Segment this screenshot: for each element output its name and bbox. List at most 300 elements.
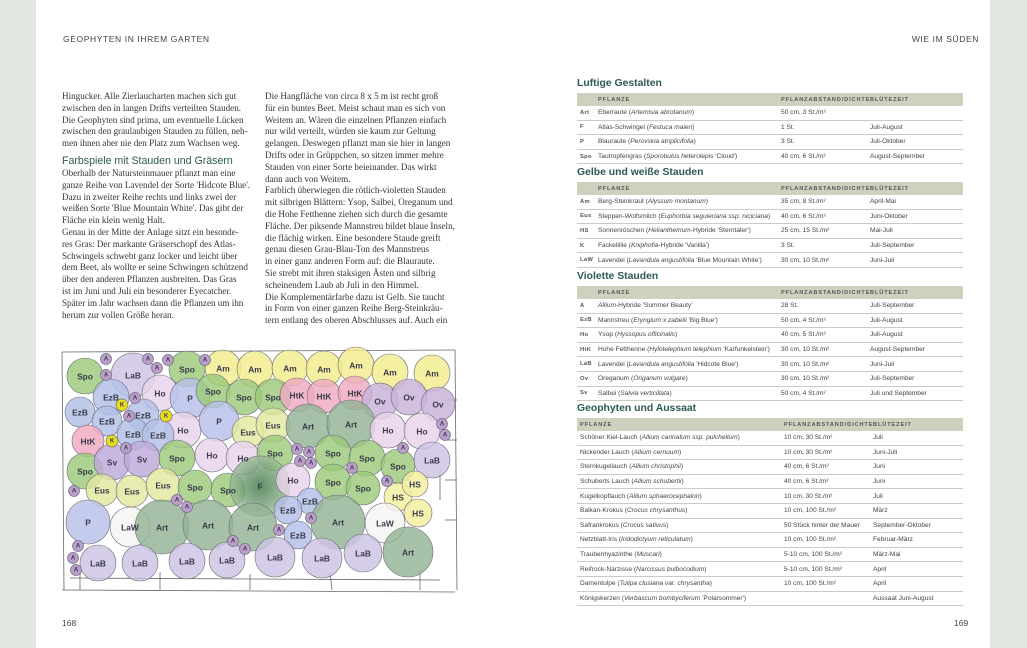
header-bloom: BLÜTEZEIT: [870, 289, 909, 296]
plant-botanical-name: Kniphofia: [630, 242, 659, 250]
bloom-time: Juni-Oktober: [870, 212, 908, 220]
plant-cultivar: ): [669, 389, 672, 397]
page-edge-right: [990, 0, 1027, 648]
bloom-time: August-September: [870, 153, 925, 161]
plant-cultivar: 'Polarsommer'): [700, 594, 747, 602]
plant-name: [598, 375, 781, 382]
bloom-time: Juni: [873, 463, 886, 471]
table-row: [577, 387, 963, 402]
plant-sporobolus-label: Spo: [325, 477, 341, 488]
plant-name: [577, 551, 784, 558]
text-line: Weitem an. Wären die einzelnen Pflanzen einfach: [265, 114, 447, 125]
plant-code: Spo: [580, 153, 592, 160]
text-line: scheinendem Laub ab Juli in den Himmel.: [265, 279, 419, 290]
plant-common-name: Damentulpe (: [580, 580, 620, 588]
plant-helianthemum-label: HS: [392, 492, 404, 503]
plant-botanical-name: Allium sphaerocephalon: [629, 492, 700, 500]
plant-common-name: Schöner Kiel-Lauch (: [580, 434, 642, 442]
plant-name: [598, 302, 781, 309]
plant-distance: 40 cm, 5 St./m²: [781, 331, 826, 339]
bloom-time: Juli-August: [870, 331, 903, 339]
plant-code: EzB: [580, 317, 592, 324]
table-row: [577, 299, 963, 314]
plant-oregano-label: Ov: [432, 399, 444, 410]
plant-code: HS: [580, 227, 589, 234]
plant-name: [598, 346, 781, 353]
plant-allium-label: A: [73, 567, 79, 574]
plant-euphorbia-label: Eus: [94, 485, 110, 496]
plant-sedum-label: HtK: [316, 391, 332, 402]
bloom-time: April-Mai: [870, 198, 897, 206]
page-edge-left: [0, 0, 36, 648]
plant-distance: 50 cm, 4 St./m²: [781, 316, 826, 324]
plant-sporobolus-label: Spo: [77, 371, 93, 382]
plant-code: Am: [580, 198, 590, 205]
plant-distance: 10 cm, 30 St./m²: [784, 448, 833, 456]
text-line: Fläche. Der piksende Mannstreu bildet blaue Inseln,: [265, 220, 455, 231]
plant-distance: 1 St.: [781, 123, 795, 131]
bloom-time: März-Mai: [873, 551, 901, 559]
plant-sedum-label: HtK: [80, 436, 96, 447]
plant-name: [577, 463, 784, 470]
plant-eryngium-label: EzB: [302, 496, 318, 507]
plant-common-name: Nickender Lauch (: [580, 448, 634, 456]
plant-common-name: Hohe Fetthenne (: [598, 346, 650, 354]
plant-sporobolus-label: Spo: [390, 461, 406, 472]
plant-cultivar: ): [666, 521, 669, 529]
text-line: Genau in der Mitte der Anlage sitzt ein besonde-: [62, 226, 239, 237]
plant-artemisia-label: Art: [331, 517, 345, 528]
plant-botanical-name: Perovskia atriplicifolia: [630, 138, 694, 146]
plant-euphorbia-label: Eus: [124, 486, 140, 497]
plant-alyssum-label: Am: [383, 367, 397, 378]
plant-distance: 40 cm, 6 St./m²: [784, 463, 829, 471]
plant-allium-label: A: [132, 395, 138, 402]
plant-allium-label: A: [202, 357, 208, 364]
text-line: Sie strebt mit ihren staksigen Ästen und silbrig: [265, 267, 436, 278]
text-line: für ein buntes Beet. Meist schaut man es sich von: [265, 102, 446, 113]
plant-festuca-label: F: [257, 481, 263, 492]
plant-cultivar: ): [704, 565, 707, 573]
plant-code: Sv: [580, 390, 588, 397]
plant-helianthemum-label: HS: [412, 508, 424, 519]
plant-botanical-name: Salvia verticillata: [620, 389, 670, 397]
text-line: über den anderen Pflanzen ausbreiten. Das Gras: [62, 274, 237, 285]
plant-kniphofia-label: K: [163, 413, 169, 420]
bloom-time: Juli: [873, 492, 883, 500]
plant-common-name: Steppen-Wolfsmilch (: [598, 212, 661, 220]
plant-botanical-name: Lavandula angustifolia: [628, 360, 695, 368]
plant-distance: 50 Stück hinter der Mauer: [784, 521, 860, 529]
plant-perovskia-label: P: [216, 416, 222, 427]
text-line: Die Komplementärfarbe dazu ist Gelb. Sie taucht: [265, 291, 445, 302]
plant-distance: 5-10 cm, 100 St./m²: [784, 565, 842, 573]
plant-botanical-name: Crocus chrysanthus: [626, 507, 686, 515]
table-title: Gelbe und weiße Stauden: [577, 167, 704, 178]
plant-sporobolus-label: Spo: [355, 483, 371, 494]
plant-cultivar: ): [767, 212, 771, 220]
plant-hyssop-label: Ho: [237, 453, 249, 464]
table-row: [577, 328, 963, 343]
plant-botanical-name: Origanum vulgare: [633, 375, 686, 383]
plant-common-name: Lavendel (: [598, 256, 629, 264]
plant-hyssop-label: Ho: [287, 475, 299, 486]
text-line: weißen Sorte 'Blue Mountain White'. Das gibt der: [62, 203, 244, 214]
plant-cultivar: 'Blue Mountain White'): [694, 256, 762, 264]
table-row: [577, 357, 963, 372]
plant-name: [577, 566, 784, 573]
plant-botanical-name: Artemisia abrotanum: [631, 109, 692, 117]
plant-botanical-name: Allium schubertii: [633, 478, 682, 486]
plant-cultivar: -Hybride 'Summer Beauty': [615, 302, 693, 310]
table-row: [577, 504, 963, 519]
plant-sporobolus-label: Spo: [267, 448, 283, 459]
table-row: [577, 135, 963, 150]
plant-name: [598, 257, 781, 264]
plant-eryngium-label: EzB: [103, 392, 119, 403]
plant-code: LaW: [580, 257, 594, 264]
plant-cultivar: ): [674, 331, 678, 339]
plant-botanical-name: Sporobulus heterolepis: [646, 153, 714, 161]
text-column-2: [265, 91, 455, 327]
plant-hyssop-label: Ho: [206, 450, 218, 461]
plant-allium-label: A: [71, 488, 77, 495]
text-line: Fläche ein klein wenig Halt.: [62, 215, 165, 226]
plant-botanical-name: Festuca maieri: [648, 123, 693, 131]
plant-eryngium-label: EzB: [280, 505, 296, 516]
plant-botanical-name: Allium: [598, 302, 616, 310]
plant-table: [577, 167, 963, 268]
plant-cultivar: ): [685, 375, 688, 383]
plant-common-name: Fackellilie (: [598, 242, 631, 250]
section-heading: Farbspiele mit Stauden und Gräsern: [62, 154, 233, 167]
page-number-right: 169: [954, 618, 969, 628]
plant-botanical-name: Hylotelephium telephium: [649, 346, 722, 354]
table-row: [577, 577, 963, 592]
text-line: ganze Reihe von Lavendel der Sorte 'Hidcote Blue'.: [62, 179, 251, 190]
table-row: [577, 150, 963, 165]
table-row: [577, 224, 963, 239]
plant-botanical-name: Hyssopus officinalis: [617, 331, 675, 339]
plant-name: [598, 213, 781, 220]
header-bloom: BLÜTEZEIT: [873, 421, 912, 428]
plant-common-name: Schuberts Lauch (: [580, 478, 634, 486]
wall-sketch-line: [70, 578, 440, 580]
text-line: men ihnen aber nie den Platz zum Wachsen weg.: [62, 138, 240, 149]
plant-name: [598, 361, 781, 368]
plant-sporobolus-label: Spo: [205, 386, 221, 397]
plant-allium-label: A: [145, 356, 151, 363]
bloom-time: September-Oktober: [873, 521, 931, 529]
plant-lavender-blue-label: LaB: [355, 548, 371, 559]
plant-distance: 25 cm, 15 St./m²: [781, 227, 830, 235]
plant-common-name: Salbei (: [598, 389, 621, 397]
plant-allium-label: A: [384, 478, 390, 485]
text-line: Drifts oder in Grüppchen, so sitzen immer mehre: [265, 149, 444, 160]
plant-allium-label: A: [306, 449, 312, 456]
plant-cultivar: ): [690, 536, 693, 544]
plant-cultivar: ): [692, 123, 695, 131]
table-row: [577, 592, 963, 607]
table-row: [577, 489, 963, 504]
plant-lavender-white-label: LaW: [121, 522, 139, 533]
plant-allium-label: A: [165, 357, 171, 364]
plant-sporobolus-label: Spo: [265, 392, 281, 403]
plant-cultivar: ): [699, 492, 702, 500]
bloom-time: Juni-Juli: [873, 448, 898, 456]
plant-cultivar: 'Hidcote Blue'): [694, 360, 739, 368]
plant-name: [577, 449, 784, 456]
plant-table: [577, 271, 963, 401]
header-plant: PFLANZE: [580, 421, 613, 428]
plant-code: Art: [580, 109, 590, 116]
header-plant: PFLANZE: [598, 185, 631, 192]
plant-name: [598, 124, 781, 131]
plant-cultivar: ): [685, 507, 688, 515]
text-line: die Hohe Fetthenne ziehen sich durch die gesamte: [265, 208, 448, 219]
plant-name: [577, 493, 784, 500]
plant-distance: 3 St.: [781, 138, 795, 146]
plant-cultivar: ): [705, 198, 708, 206]
plant-allium-label: A: [297, 458, 303, 465]
plant-kniphofia-label: K: [119, 402, 125, 409]
plant-distance: 5-10 cm, 100 St./m²: [784, 551, 842, 559]
plant-allium-label: A: [103, 372, 109, 379]
bloom-time: Juli und September: [870, 389, 927, 397]
plant-euphorbia-label: Eus: [155, 480, 171, 491]
table-row: [577, 562, 963, 577]
plant-perovskia-label: P: [85, 517, 91, 528]
plant-code: Ov: [580, 375, 589, 382]
table-row: [577, 210, 963, 225]
header-bloom: BLÜTEZEIT: [870, 185, 909, 192]
plant-cultivar: 'Big Blue'): [686, 316, 718, 324]
text-line: Stauden von einer Sorte beieinander. Das wirkt: [265, 161, 437, 172]
plant-allium-label: A: [349, 465, 355, 472]
text-column-1: [62, 91, 252, 321]
plant-name: [598, 109, 781, 116]
plant-allium-label: A: [230, 538, 236, 545]
plant-distance: 10 cm, 30 St./m²: [784, 434, 833, 442]
plant-distance: 40 cm, 6 St./m²: [781, 153, 826, 161]
plant-name: [577, 434, 784, 441]
plant-eryngium-label: EzB: [125, 429, 141, 440]
plant-table: [577, 78, 963, 164]
text-line: in Form von einer ganzen Reihe Berg-Steinkräu-: [265, 303, 443, 314]
plant-code: Eus: [580, 213, 592, 220]
plant-common-name: Tautropfengras (: [598, 153, 647, 161]
text-line: res Gras: Der markante Gräserschopf des Atlas-: [62, 238, 236, 249]
plant-sedum-label: HtK: [289, 390, 305, 401]
plant-hyssop-label: Ho: [382, 425, 394, 436]
plant-distance: 3 St.: [781, 242, 795, 250]
text-line: Dazu in zweiter Reihe rechts und links zwei der: [62, 191, 237, 202]
plant-name: [598, 331, 781, 338]
plant-artemisia-label: Art: [301, 421, 315, 432]
text-line: tern entlang des oberen Abschlusses auf. Auch ein: [265, 315, 448, 326]
text-line: nur wild verteilt, würden sie kaum zur Geltung: [265, 126, 436, 137]
plant-distance: 35 cm, 8 St./m²: [781, 198, 826, 206]
plant-distance: 40 cm, 6 St./m²: [784, 478, 829, 486]
plant-name: [577, 536, 784, 543]
running-header-left: GEOPHYTEN IN IHREM GARTEN: [63, 34, 210, 44]
plant-oregano-label: Ov: [403, 392, 415, 403]
text-line: Die Geophyten sind prima, um eventuelle Lücken: [62, 114, 244, 125]
plant-distance: 10 cm, 100 St./m²: [784, 536, 837, 544]
bloom-time: Mai-Juli: [870, 227, 893, 235]
plant-sedum-label: HtK: [347, 388, 363, 399]
header-distance: PFLANZABSTAND/DICHTE: [781, 289, 871, 296]
plant-botanical-name: Allium carinatum ssp. pulchellum: [641, 434, 738, 442]
plant-distance: 10 cm, 30 St./m²: [784, 492, 833, 500]
plant-allium-label: A: [75, 543, 81, 550]
plant-botanical-name: Allium christophii: [631, 463, 681, 471]
plant-cultivar: ): [680, 463, 684, 471]
text-line: mit silbrigen Blättern: Ysop, Salbei, Oreganum und: [265, 197, 453, 208]
plant-allium-label: A: [184, 504, 190, 511]
plant-allium-label: A: [123, 445, 129, 452]
plant-artemisia-label: Art: [201, 520, 215, 531]
bloom-time: Juli-August: [870, 316, 903, 324]
plant-eryngium-label: EzB: [135, 410, 151, 421]
wall-sketch-line: [455, 350, 457, 590]
table-row: [577, 548, 963, 563]
plant-alyssum-label: Am: [283, 363, 297, 374]
plant-lavender-white-label: LaW: [376, 518, 394, 529]
plant-distance: 10 cm, 100 St./m²: [784, 507, 837, 515]
plant-distance: 30 cm, 10 St./m²: [781, 346, 830, 354]
header-distance: PFLANZABSTAND/DICHTE: [781, 185, 871, 192]
plant-perovskia-label: P: [187, 393, 193, 404]
plant-alyssum-label: Am: [349, 360, 363, 371]
plant-common-name: Oreganum (: [598, 375, 634, 383]
plant-hyssop-label: Ho: [177, 425, 189, 436]
plant-eryngium-label: EzB: [72, 407, 88, 418]
plant-name: [598, 227, 781, 234]
plant-allium-label: A: [174, 497, 180, 504]
table-row: [577, 239, 963, 254]
plant-common-name: Sonnenröschen (: [598, 227, 649, 235]
table-header: [577, 182, 963, 195]
plant-cultivar: 'Cloud'): [713, 153, 738, 161]
text-line: Die Hangfläche von circa 8 x 5 m ist recht groß: [265, 91, 439, 101]
plant-common-name: Safrankrokus (: [580, 521, 623, 529]
table-title: Geophyten und Aussaat: [577, 403, 697, 414]
table-title: Luftige Gestalten: [577, 78, 662, 89]
table-row: [577, 121, 963, 136]
table-row: [577, 533, 963, 548]
plant-distance: 28 St.: [781, 302, 799, 310]
text-line: die flächig wirken. Eine besondere Staude greift: [265, 232, 441, 243]
plant-alyssum-label: Am: [425, 368, 439, 379]
plant-common-name: Balkan-Krokus (: [580, 507, 627, 515]
plant-hyssop-label: Ho: [416, 426, 428, 437]
text-line: Farblich überwiegen die rötlich-violetten Stauden: [265, 185, 446, 196]
running-header-right: WIE IM SÜDEN: [911, 34, 979, 44]
plant-name: [598, 317, 781, 324]
plant-eryngium-label: EzB: [290, 530, 306, 541]
text-line: dann auch von Weitem.: [265, 173, 351, 184]
plant-common-name: Sternkugellauch (: [580, 463, 632, 471]
plant-lavender-blue-label: LaB: [90, 558, 106, 569]
plant-botanical-name: Tulipa clusiana var. chrysantha: [619, 580, 710, 588]
table-row: [577, 475, 963, 490]
plant-distance: 30 cm, 10 St./m²: [781, 360, 830, 368]
plant-name: [598, 242, 781, 249]
page-number-left: 168: [62, 618, 77, 628]
plant-eryngium-label: EzB: [99, 416, 115, 427]
plant-common-name: Mannstreu (: [598, 316, 634, 324]
table-row: [577, 460, 963, 475]
plant-name: [598, 198, 781, 205]
table-row: [577, 431, 963, 446]
bloom-time: Juli-September: [870, 375, 915, 383]
plant-common-name: Lavendel (: [598, 360, 629, 368]
text-line: Schwingels schwebt ganz locker und leicht über: [62, 250, 238, 261]
text-line: zwischen den graulaubigen Stauden zu füllen, neh-: [62, 126, 248, 137]
header-plant: PFLANZE: [598, 96, 631, 103]
plant-name: [598, 138, 781, 145]
plant-code: A: [580, 302, 585, 309]
plant-common-name: Königskerzen (: [580, 594, 624, 602]
bloom-time: Februar-März: [873, 536, 913, 544]
table-row: [577, 372, 963, 387]
plant-eryngium-label: EzB: [150, 430, 166, 441]
plant-code: Ho: [580, 331, 589, 338]
plant-cultivar: ): [737, 434, 740, 442]
plant-name: [577, 580, 784, 587]
plant-code: K: [580, 242, 585, 249]
plant-allium-label: A: [294, 446, 300, 453]
plant-name: [577, 595, 784, 602]
plant-euphorbia-label: Eus: [265, 420, 281, 431]
plant-botanical-name: Euphorbia seguieriana ssp. niciciana: [660, 212, 768, 220]
plant-alyssum-label: Am: [248, 364, 262, 375]
table-row: [577, 253, 963, 268]
text-line: herum zur vollen Größe heran.: [62, 309, 174, 320]
plant-kniphofia-label: K: [109, 438, 115, 445]
table-row: [577, 446, 963, 461]
plant-lavender-blue-label: LaB: [424, 455, 440, 466]
plant-cultivar: ): [709, 580, 712, 588]
plant-botanical-name: Alyssum montanum: [647, 198, 706, 206]
plant-code: LaB: [580, 361, 592, 368]
plant-sporobolus-label: Spo: [325, 448, 341, 459]
plant-lavender-blue-label: LaB: [179, 556, 195, 567]
plant-allium-label: A: [308, 460, 314, 467]
plant-name: [577, 522, 784, 529]
plant-hyssop-label: Ho: [154, 388, 166, 399]
table-title: Violette Stauden: [577, 271, 659, 282]
plant-artemisia-label: Art: [344, 419, 358, 430]
header-distance: PFLANZABSTAND/DICHTE: [781, 96, 871, 103]
wall-sketch-line: [62, 590, 455, 592]
plant-sporobolus-label: Spo: [77, 466, 93, 477]
plant-botanical-name: Iridodictyum reticulatum: [621, 536, 691, 544]
plant-common-name: Eberraute (: [598, 109, 631, 117]
plant-allium-label: A: [276, 527, 282, 534]
plant-common-name: Blauraute (: [598, 138, 631, 146]
plant-lavender-blue-label: LaB: [314, 553, 330, 564]
plant-lavender-blue-label: LaB: [125, 370, 141, 381]
plant-cultivar: ): [659, 551, 662, 559]
plant-common-name: Reifrock-Narzisse (: [580, 565, 637, 573]
plant-common-name: Kugelkopflauch (: [580, 492, 630, 500]
table-header: [577, 286, 963, 299]
plant-allium-label: A: [154, 365, 160, 372]
plant-allium-label: A: [439, 421, 445, 428]
header-bloom: BLÜTEZEIT: [870, 96, 909, 103]
